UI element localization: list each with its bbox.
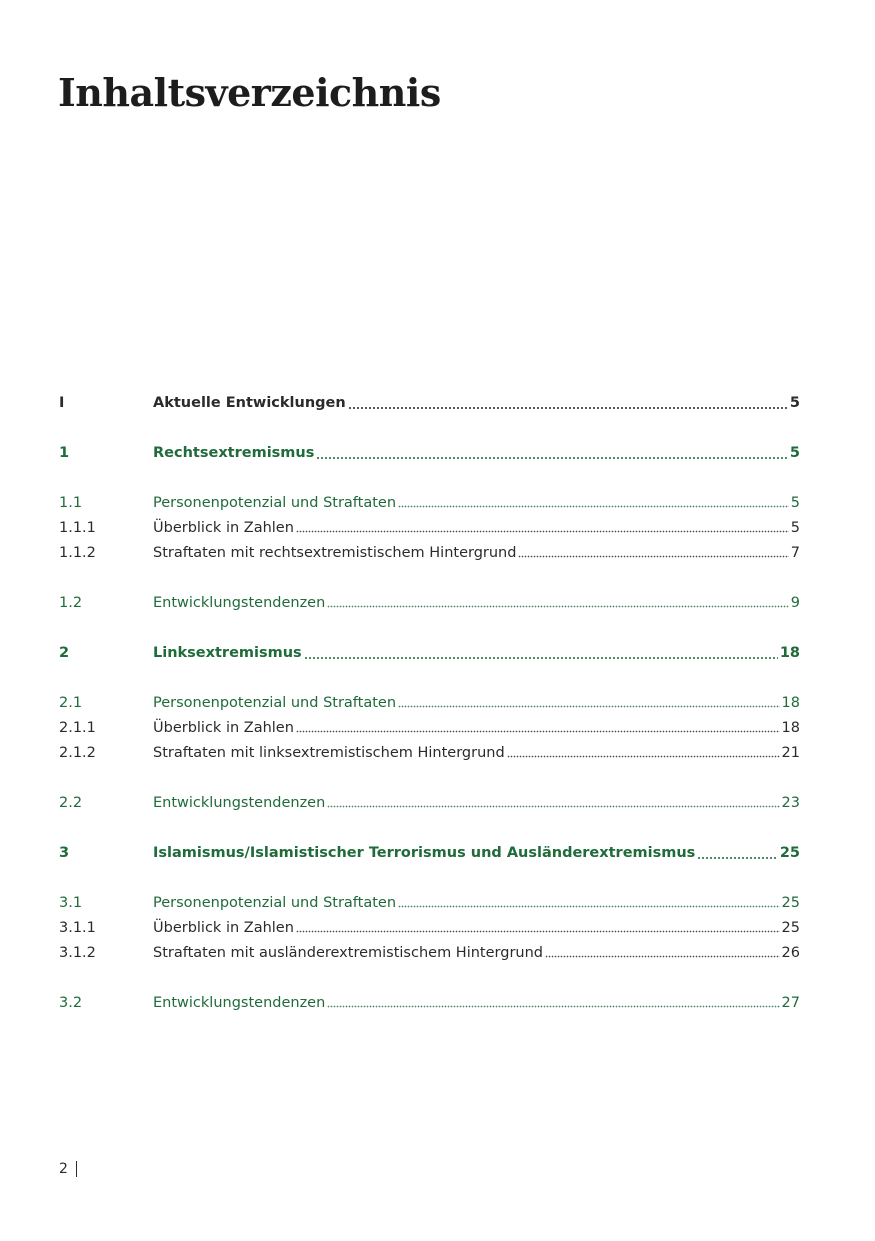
leader-dots — [296, 528, 789, 533]
toc-entry-page: 9 — [790, 595, 800, 611]
toc-entry-page: 18 — [781, 695, 800, 711]
leader-dots — [348, 404, 788, 409]
leader-dots — [296, 728, 780, 733]
toc-entry-page: 18 — [779, 645, 800, 661]
toc-entry-subsection[interactable] — [59, 942, 800, 964]
toc-entry-title: Straftaten mit ausländerextremistischem Hintergrund — [153, 945, 543, 961]
leader-dots — [327, 603, 788, 608]
toc-entry-part[interactable] — [59, 392, 800, 414]
toc-entry-subsection[interactable] — [59, 542, 800, 564]
toc-entry-section[interactable] — [59, 892, 800, 914]
leader-dots — [398, 703, 780, 708]
toc-entry-number: 2.1.2 — [59, 745, 96, 761]
toc-entry-title: Personenpotenzial und Straftaten — [153, 895, 397, 911]
toc-entry-title: Islamismus/Islamistischer Terrorismus und Ausländerextremismus — [153, 845, 696, 861]
toc-entry-title: Straftaten mit rechtsextremistischem Hintergrund — [153, 545, 517, 561]
leader-dots — [518, 553, 788, 558]
toc-entry-subsection[interactable] — [59, 517, 800, 539]
toc-entry-page: 5 — [789, 445, 800, 461]
leader-dots — [398, 503, 789, 508]
toc-entry-page: 27 — [781, 995, 800, 1011]
leader-dots — [296, 928, 780, 933]
toc-entry-page: 7 — [790, 545, 800, 561]
toc-entry-title: Personenpotenzial und Straftaten — [153, 495, 397, 511]
toc-entry-number: 3.2 — [59, 995, 83, 1011]
toc-entry-page: 26 — [781, 945, 800, 961]
toc-entry-page: 5 — [790, 520, 800, 536]
toc-entry-number: 3 — [59, 845, 70, 861]
leader-dots — [316, 454, 788, 459]
toc-entry-page: 21 — [781, 745, 800, 761]
toc-entry-number: 1.1 — [59, 495, 83, 511]
toc-entry-title: Überblick in Zahlen — [153, 720, 294, 736]
toc-entry-title: Linksextremismus — [153, 645, 302, 661]
toc-entry-number: 1 — [59, 445, 70, 461]
toc-entry-title: Personenpotenzial und Straftaten — [153, 695, 397, 711]
toc-entry-chapter[interactable] — [59, 642, 800, 664]
toc-entry-section[interactable] — [59, 592, 800, 614]
toc-entry-number: 2.2 — [59, 795, 83, 811]
toc-entry-title: Rechtsextremismus — [153, 445, 315, 461]
footer-divider — [76, 1161, 77, 1177]
toc-entry-number: 3.1 — [59, 895, 83, 911]
toc-entry-number: 1.1.2 — [59, 545, 96, 561]
toc-entry-page: 25 — [781, 895, 800, 911]
toc-entry-subsection[interactable] — [59, 917, 800, 939]
leader-dots — [398, 903, 780, 908]
toc-entry-title: Überblick in Zahlen — [153, 520, 294, 536]
toc-entry-number: I — [59, 395, 65, 411]
leader-dots — [327, 803, 779, 808]
toc-entry-title: Aktuelle Entwicklungen — [153, 395, 346, 411]
toc-entry-section[interactable] — [59, 692, 800, 714]
toc-entry-page: 5 — [790, 495, 800, 511]
toc-entry-title: Entwicklungstendenzen — [153, 595, 326, 611]
toc-entry-subsection[interactable] — [59, 717, 800, 739]
toc-entry-number: 3.1.2 — [59, 945, 96, 961]
toc-entry-number: 1.2 — [59, 595, 83, 611]
toc-entry-page: 25 — [779, 845, 800, 861]
toc-entry-number: 2 — [59, 645, 70, 661]
toc-entry-page: 25 — [781, 920, 800, 936]
leader-dots — [304, 654, 778, 659]
leader-dots — [697, 854, 777, 859]
toc-entry-section[interactable] — [59, 492, 800, 514]
toc-entry-number: 2.1 — [59, 695, 83, 711]
toc-entry-title: Entwicklungstendenzen — [153, 795, 326, 811]
toc-entry-page: 23 — [781, 795, 800, 811]
toc-entry-title: Entwicklungstendenzen — [153, 995, 326, 1011]
toc-entry-subsection[interactable] — [59, 742, 800, 764]
toc-entry-section[interactable] — [59, 792, 800, 814]
leader-dots — [327, 1003, 779, 1008]
page-title: Inhaltsverzeichnis — [58, 70, 441, 115]
page-footer — [59, 1161, 77, 1177]
toc-entry-chapter[interactable] — [59, 842, 800, 864]
toc-entry-title: Überblick in Zahlen — [153, 920, 294, 936]
toc-entry-chapter[interactable] — [59, 442, 800, 464]
toc-entry-number: 2.1.1 — [59, 720, 96, 736]
page-number: 2 — [59, 1161, 68, 1177]
leader-dots — [507, 753, 780, 758]
toc-entry-number: 1.1.1 — [59, 520, 96, 536]
toc-entry-section[interactable] — [59, 992, 800, 1014]
leader-dots — [545, 953, 780, 958]
toc-entry-number: 3.1.1 — [59, 920, 96, 936]
toc-entry-page: 18 — [781, 720, 800, 736]
toc-entry-title: Straftaten mit linksextremistischem Hintergrund — [153, 745, 505, 761]
toc-entry-page: 5 — [789, 395, 800, 411]
